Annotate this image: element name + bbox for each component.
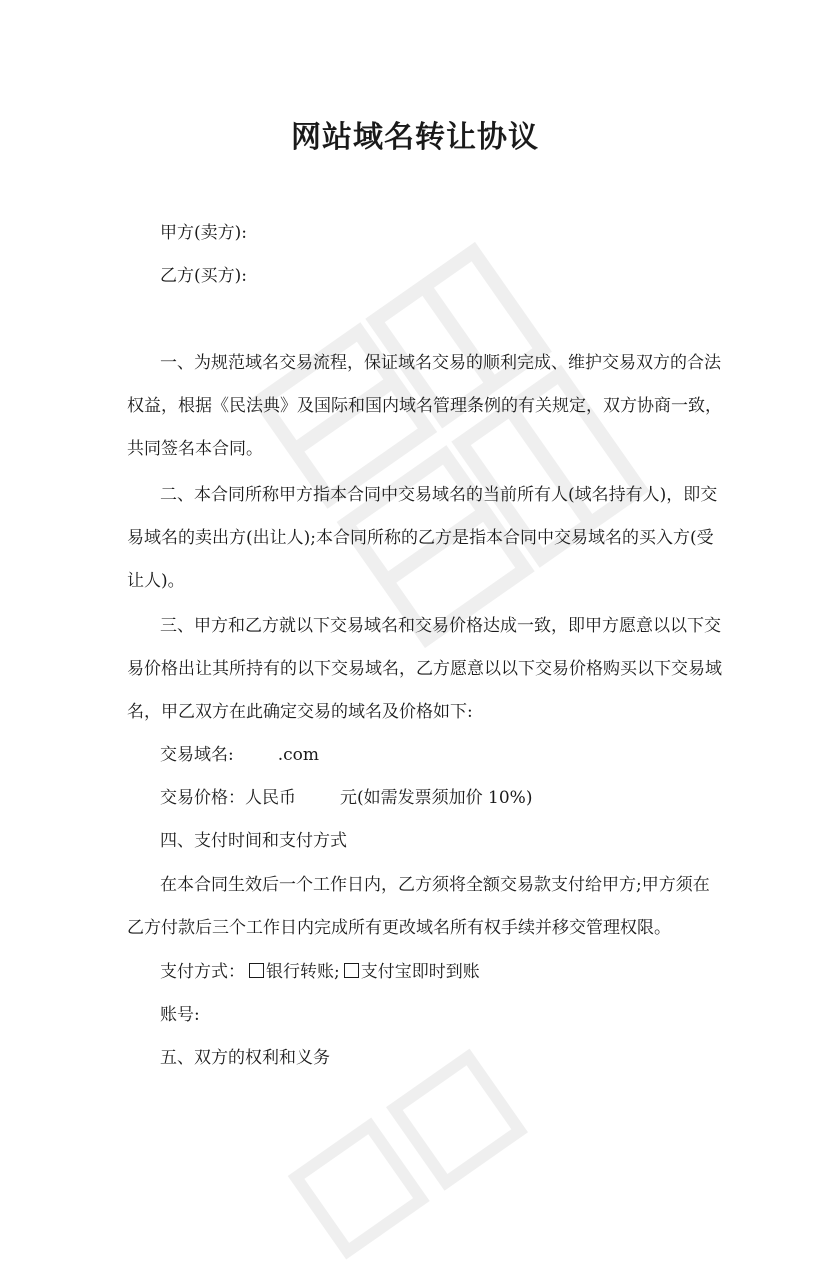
price-field-suffix: 元(如需发票须加价 10%) — [340, 788, 533, 808]
clause-4-line: 在本合同生效后一个工作日内，乙方须将全额交易款支付给甲方;甲方须在 — [160, 875, 710, 895]
payment-option-bank: 银行转账; — [266, 962, 340, 982]
domain-field-suffix: .com — [277, 745, 320, 765]
alipay-checkbox[interactable] — [344, 963, 359, 978]
clause-4-line: 乙方付款后三个工作日内完成所有更改域名所有权手续并移交管理权限。 — [127, 918, 671, 938]
clause-5-heading: 五、双方的权利和义务 — [160, 1048, 330, 1068]
clause-1-line: 权益，根据《民法典》及国际和国内域名管理条例的有关规定，双方协商一致， — [127, 396, 722, 416]
clause-1-line: 一、为规范域名交易流程，保证域名交易的顺利完成、维护交易双方的合法 — [160, 353, 721, 373]
clause-3-line: 易价格出让其所持有的以下交易域名，乙方愿意以以下交易价格购买以下交易域 — [127, 659, 722, 679]
domain-field — [160, 744, 319, 766]
price-field — [160, 787, 532, 809]
clause-2-line: 易域名的卖出方(出让人);本合同所称的乙方是指本合同中交易域名的买入方(受 — [127, 528, 714, 548]
account-label: 账号: — [160, 1005, 200, 1025]
clause-3-line: 名，甲乙双方在此确定交易的域名及价格如下: — [127, 702, 473, 722]
price-field-label: 交易价格：人民币 — [160, 788, 296, 808]
clause-2-line: 二、本合同所称甲方指本合同中交易域名的当前所有人(域名持有人)，即交 — [160, 485, 718, 505]
bank-transfer-checkbox[interactable] — [249, 963, 264, 978]
clause-4-heading: 四、支付时间和支付方式 — [160, 831, 347, 851]
payment-method-label: 支付方式： — [160, 962, 245, 982]
watermark — [232, 224, 667, 666]
clause-3-line: 三、甲方和乙方就以下交易域名和交易价格达成一致，即甲方愿意以以下交 — [160, 616, 721, 636]
payment-method — [160, 961, 480, 983]
domain-field-label: 交易域名: — [160, 745, 234, 765]
clause-1-line: 共同签名本合同。 — [127, 439, 263, 459]
payment-option-alipay: 支付宝即时到账 — [360, 962, 480, 982]
party-a-label: 甲方(卖方): — [160, 223, 247, 243]
party-b-label: 乙方(买方): — [160, 266, 247, 286]
document-title: 网站域名转让协议 — [291, 120, 539, 155]
clause-2-line: 让人)。 — [127, 571, 185, 591]
